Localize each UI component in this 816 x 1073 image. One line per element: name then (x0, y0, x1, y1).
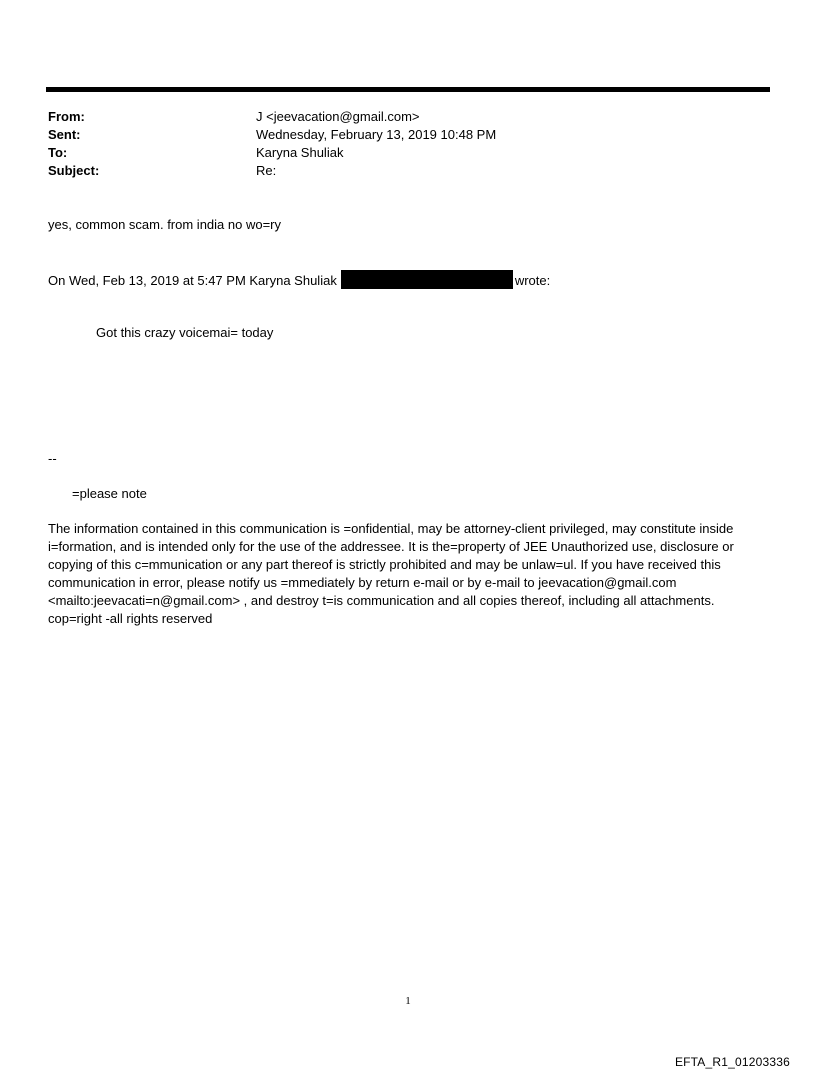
signature-separator: -- (48, 451, 57, 466)
subject-value: Re: (256, 163, 277, 178)
sent-row (48, 126, 748, 144)
email-header (48, 108, 748, 180)
quoted-text: Got this crazy voicemai= today (96, 325, 274, 340)
to-row (48, 144, 748, 162)
subject-row (48, 162, 748, 180)
to-label: To: (48, 145, 68, 160)
to-value: Karyna Shuliak (256, 145, 344, 160)
redaction-block (341, 270, 513, 289)
quote-intro-suffix: wrote: (514, 273, 551, 288)
from-row (48, 108, 748, 126)
header-rule (46, 87, 770, 92)
quote-intro (48, 270, 550, 290)
quote-intro-prefix: On Wed, Feb 13, 2019 at 5:47 PM Karyna Shuliak (48, 273, 337, 288)
document-id: EFTA_R1_01203336 (674, 1055, 790, 1069)
sent-label: Sent: (48, 127, 81, 142)
sent-value: Wednesday, February 13, 2019 10:48 PM (256, 127, 497, 142)
please-note: =please note (72, 486, 147, 501)
page-number: 1 (405, 995, 411, 1007)
confidentiality-disclaimer: The information contained in this communication is =onfidential, may be attorney-client privileged, may constitute inside i=formation, and is intended only for the use of the addressee. It is the=property of JEE Unauthorized use, disclosure or copying of this c=mmunication or any part thereof is strictly prohibited and may be unlaw=ul. If you have received this communication in error, please notify us =mmediately by return e-mail or by e-mail to jeevacation@gmail.com <mailto:jeevacati=n@gmail.com> , and destroy t=is communication and all copies thereof, including all attachments. cop=right -all rights reserved (48, 521, 734, 626)
from-value: J <jeevacation@gmail.com> (256, 109, 420, 124)
reply-text: yes, common scam. from india no wo=ry (48, 217, 281, 232)
subject-label: Subject: (48, 163, 100, 178)
from-label: From: (48, 109, 85, 124)
